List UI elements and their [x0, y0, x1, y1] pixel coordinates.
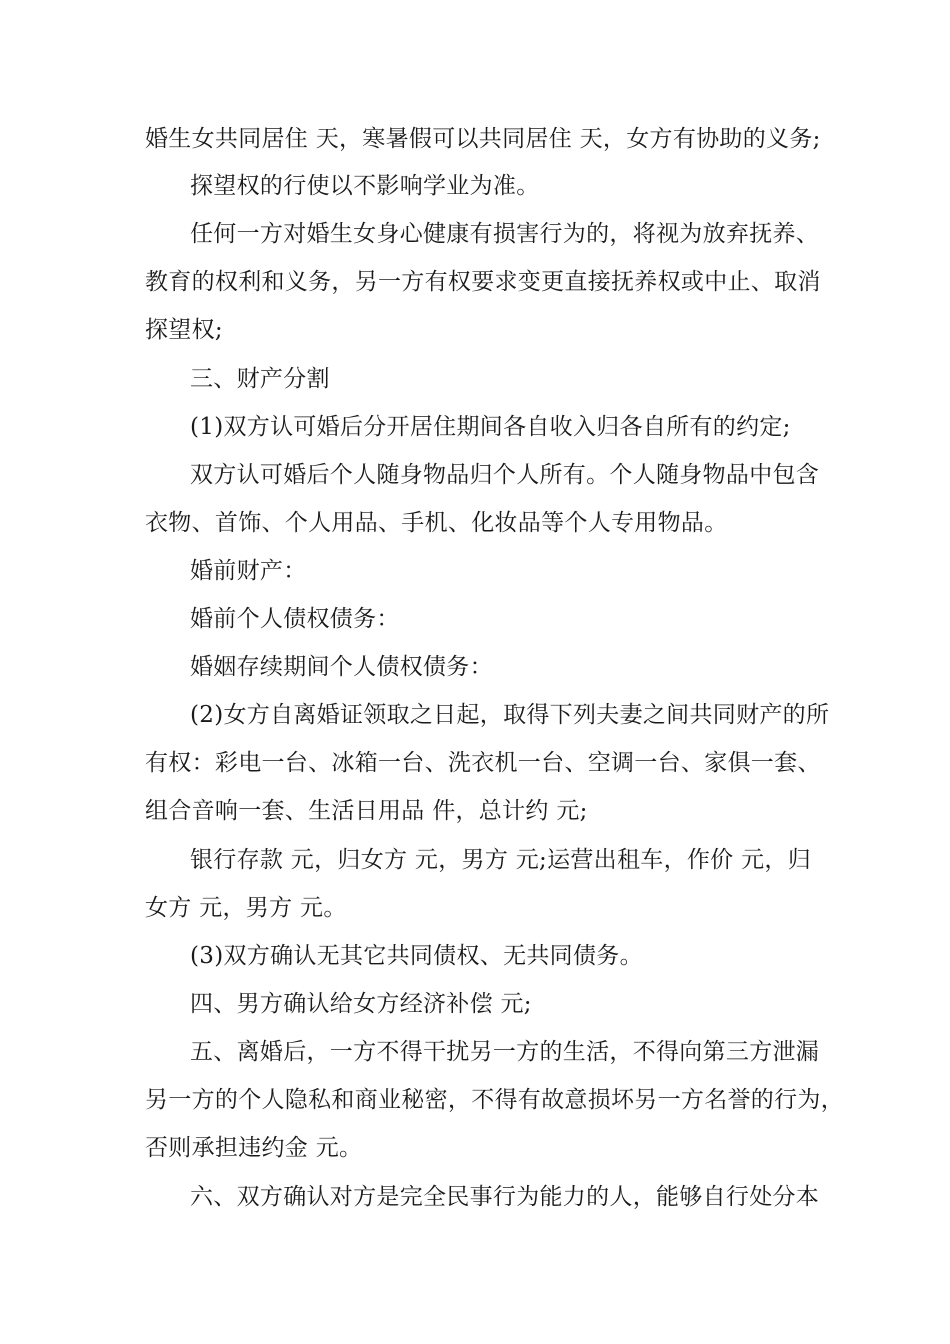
text-line-12: 婚姻存续期间个人债权债务： [190, 654, 493, 680]
text-line-9: 衣物、首饰、个人用品、手机、化妆品等个人专用物品。 [145, 510, 728, 536]
text-line-10: 婚前财产： [190, 558, 307, 584]
text-line-18: (3)双方确认无其它共同债权、无共同债务。 [190, 943, 643, 969]
text-line-15: 组合音响一套、生活日用品 件，总计约 元; [145, 798, 588, 824]
section-heading-privacy: 五、离婚后，一方不得干扰另一方的生活，不得向第三方泄漏 [190, 1039, 820, 1065]
text-line-21: 另一方的个人隐私和商业秘密，不得有故意损坏另一方名誉的行为， [145, 1087, 844, 1113]
text-line-1: 婚生女共同居住 天，寒暑假可以共同居住 天，女方有协助的义务; [145, 126, 821, 152]
text-line-2: 探望权的行使以不影响学业为准。 [190, 173, 540, 199]
text-line-13: (2)女方自离婚证领取之日起，取得下列夫妻之间共同财产的所 [190, 702, 830, 728]
text-line-22: 否则承担违约金 元。 [145, 1135, 363, 1161]
text-line-8: 双方认可婚后个人随身物品归个人所有。个人随身物品中包含 [190, 462, 820, 488]
section-heading-capacity: 六、双方确认对方是完全民事行为能力的人，能够自行处分本 [190, 1184, 820, 1210]
text-line-17: 女方 元，男方 元。 [145, 895, 347, 921]
text-line-4: 教育的权利和义务，另一方有权要求变更直接抚养权或中止、取消 [145, 269, 821, 295]
text-line-16: 银行存款 元，归女方 元，男方 元;运营出租车，作价 元，归 [190, 847, 811, 873]
text-line-5: 探望权; [145, 317, 223, 343]
text-line-11: 婚前个人债权债务： [190, 606, 400, 632]
text-line-14: 有权：彩电一台、冰箱一台、洗衣机一台、空调一台、家俱一套、 [145, 750, 821, 776]
text-line-3: 任何一方对婚生女身心健康有损害行为的，将视为放弃抚养、 [190, 221, 820, 247]
text-line-7: (1)双方认可婚后分开居住期间各自收入归各自所有的约定; [190, 414, 791, 440]
section-heading-property: 三、财产分割 [190, 366, 330, 392]
section-heading-compensation: 四、男方确认给女方经济补偿 元; [190, 991, 532, 1017]
